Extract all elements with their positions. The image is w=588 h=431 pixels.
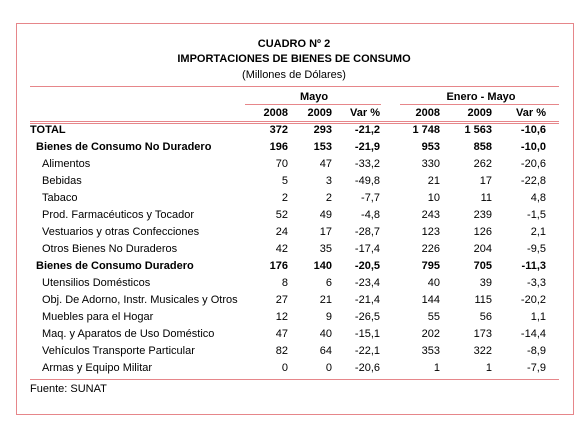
cell-janmay-var: 2,1 bbox=[530, 226, 546, 238]
cell-may-2009: 140 bbox=[313, 260, 332, 272]
cell-janmay-var: 4,8 bbox=[530, 192, 546, 204]
table-row bbox=[0, 141, 588, 158]
cell-janmay-2009: 11 bbox=[480, 192, 492, 204]
cell-may-2009: 49 bbox=[319, 209, 332, 221]
cell-may-2009: 0 bbox=[325, 362, 332, 374]
col-header-janmay-var: Var % bbox=[516, 107, 546, 119]
cell-janmay-2008: 144 bbox=[421, 294, 440, 306]
row-label: Bienes de Consumo Duradero bbox=[36, 260, 194, 272]
cell-janmay-2008: 10 bbox=[427, 192, 440, 204]
cell-janmay-2009: 204 bbox=[473, 243, 492, 255]
cell-janmay-var: -3,3 bbox=[527, 277, 546, 289]
cell-janmay-2009: 1 bbox=[485, 362, 492, 374]
cell-janmay-var: -20,6 bbox=[520, 158, 546, 170]
cell-janmay-var: -9,5 bbox=[527, 243, 546, 255]
cell-may-2009: 64 bbox=[319, 345, 332, 357]
cell-may-var: -28,7 bbox=[354, 226, 380, 238]
cell-janmay-var: -14,4 bbox=[520, 328, 546, 340]
cell-janmay-var: -10,0 bbox=[520, 141, 546, 153]
row-label: Alimentos bbox=[42, 158, 91, 170]
cell-janmay-2008: 330 bbox=[421, 158, 440, 170]
cell-may-var: -20,6 bbox=[354, 362, 380, 374]
cell-may-2008: 176 bbox=[269, 260, 288, 272]
table-row bbox=[0, 311, 588, 328]
cell-janmay-2009: 173 bbox=[473, 328, 492, 340]
table-row bbox=[0, 243, 588, 260]
top-rule bbox=[30, 86, 559, 87]
table-row bbox=[0, 158, 588, 175]
col-header-may-var: Var % bbox=[350, 107, 380, 119]
cell-janmay-2009: 239 bbox=[473, 209, 492, 221]
cell-janmay-var: -1,5 bbox=[527, 209, 546, 221]
cell-may-var: -21,4 bbox=[354, 294, 380, 306]
group-rule-may bbox=[245, 104, 381, 105]
cell-janmay-2009: 126 bbox=[473, 226, 492, 238]
table-row bbox=[0, 226, 588, 243]
cell-janmay-2008: 795 bbox=[421, 260, 440, 272]
cell-may-var: -17,4 bbox=[354, 243, 380, 255]
cell-may-2008: 5 bbox=[281, 175, 288, 187]
cell-may-var: -23,4 bbox=[354, 277, 380, 289]
cell-may-2009: 3 bbox=[325, 175, 332, 187]
row-label: Muebles para el Hogar bbox=[42, 311, 154, 323]
col-header-may-2008: 2008 bbox=[263, 107, 288, 119]
table-number: CUADRO Nº 2 bbox=[257, 38, 331, 50]
cell-janmay-2009: 858 bbox=[473, 141, 492, 153]
cell-may-var: -33,2 bbox=[354, 158, 380, 170]
group-rule-jan-may bbox=[400, 104, 559, 105]
cell-may-var: -22,1 bbox=[354, 345, 380, 357]
cell-may-var: -20,5 bbox=[354, 260, 380, 272]
cell-janmay-var: -10,6 bbox=[520, 124, 546, 136]
row-label: Prod. Farmacéuticos y Tocador bbox=[42, 209, 195, 221]
row-label: Otros Bienes No Duraderos bbox=[42, 243, 178, 255]
cell-may-2008: 0 bbox=[281, 362, 288, 374]
table-title: IMPORTACIONES DE BIENES DE CONSUMO bbox=[177, 53, 411, 65]
cell-janmay-2009: 1 563 bbox=[464, 124, 492, 136]
group-header-may: Mayo bbox=[299, 91, 329, 103]
cell-janmay-2008: 1 bbox=[433, 362, 440, 374]
row-label: Tabaco bbox=[42, 192, 78, 204]
cell-may-2009: 35 bbox=[319, 243, 332, 255]
table-row bbox=[0, 328, 588, 345]
cell-may-2008: 52 bbox=[275, 209, 288, 221]
row-label: Utensilios Domésticos bbox=[42, 277, 151, 289]
row-label: Vehículos Transporte Particular bbox=[42, 345, 195, 357]
bottom-rule bbox=[30, 379, 559, 380]
cell-may-2008: 42 bbox=[275, 243, 288, 255]
cell-may-2008: 372 bbox=[269, 124, 288, 136]
cell-may-2008: 2 bbox=[281, 192, 288, 204]
cell-janmay-2008: 1 748 bbox=[412, 124, 440, 136]
row-label: Bienes de Consumo No Duradero bbox=[36, 141, 212, 153]
cell-janmay-var: 1,1 bbox=[530, 311, 546, 323]
row-label: Armas y Equipo Militar bbox=[42, 362, 153, 374]
cell-may-var: -49,8 bbox=[354, 175, 380, 187]
cell-may-2009: 21 bbox=[319, 294, 332, 306]
cell-may-2009: 9 bbox=[325, 311, 332, 323]
cell-may-2008: 82 bbox=[275, 345, 288, 357]
cell-may-2009: 6 bbox=[325, 277, 332, 289]
table-row bbox=[0, 362, 588, 379]
table-row bbox=[0, 124, 588, 141]
table-row bbox=[0, 277, 588, 294]
cell-may-2009: 2 bbox=[325, 192, 332, 204]
cell-janmay-var: -7,9 bbox=[527, 362, 546, 374]
table-row bbox=[0, 192, 588, 209]
cell-janmay-2008: 21 bbox=[427, 175, 440, 187]
cell-may-2009: 153 bbox=[313, 141, 332, 153]
cell-janmay-2008: 202 bbox=[421, 328, 440, 340]
cell-janmay-var: -20,2 bbox=[520, 294, 546, 306]
cell-may-var: -21,9 bbox=[354, 141, 380, 153]
cell-janmay-var: -8,9 bbox=[527, 345, 546, 357]
cell-may-2008: 27 bbox=[275, 294, 288, 306]
cell-may-2008: 70 bbox=[275, 158, 288, 170]
col-header-may-2009: 2009 bbox=[307, 107, 332, 119]
cell-janmay-2008: 226 bbox=[421, 243, 440, 255]
row-label: TOTAL bbox=[30, 124, 66, 136]
cell-may-2008: 24 bbox=[275, 226, 288, 238]
cell-janmay-2009: 56 bbox=[479, 311, 492, 323]
cell-janmay-var: -11,3 bbox=[521, 260, 546, 272]
cell-janmay-2009: 322 bbox=[473, 345, 492, 357]
col-header-janmay-2009: 2009 bbox=[467, 107, 492, 119]
header-rule-upper bbox=[30, 121, 559, 122]
cell-may-2009: 17 bbox=[319, 226, 332, 238]
cell-janmay-2008: 55 bbox=[427, 311, 440, 323]
cell-janmay-2009: 39 bbox=[479, 277, 492, 289]
cell-janmay-2008: 353 bbox=[421, 345, 440, 357]
group-header-jan-may: Enero - Mayo bbox=[446, 91, 516, 103]
table-row bbox=[0, 294, 588, 311]
table-row bbox=[0, 209, 588, 226]
cell-may-2009: 40 bbox=[319, 328, 332, 340]
row-label: Vestuarios y otras Confecciones bbox=[42, 226, 200, 238]
cell-may-var: -26,5 bbox=[354, 311, 380, 323]
row-label: Bebidas bbox=[42, 175, 82, 187]
source-note: Fuente: SUNAT bbox=[30, 383, 107, 395]
row-label: Maq. y Aparatos de Uso Doméstico bbox=[42, 328, 215, 340]
cell-may-2009: 47 bbox=[319, 158, 332, 170]
cell-may-var: -4,8 bbox=[361, 209, 380, 221]
cell-janmay-2008: 40 bbox=[427, 277, 440, 289]
cell-may-2008: 12 bbox=[275, 311, 288, 323]
table-row bbox=[0, 345, 588, 362]
cell-may-var: -7,7 bbox=[361, 192, 380, 204]
cell-may-2008: 196 bbox=[269, 141, 288, 153]
cell-janmay-2008: 123 bbox=[421, 226, 440, 238]
cell-may-2008: 8 bbox=[281, 277, 288, 289]
cell-janmay-2009: 115 bbox=[474, 294, 492, 306]
cell-janmay-2009: 17 bbox=[479, 175, 492, 187]
cell-may-2009: 293 bbox=[313, 124, 332, 136]
table-row bbox=[0, 175, 588, 192]
cell-janmay-2008: 953 bbox=[421, 141, 440, 153]
cell-may-var: -21,2 bbox=[354, 124, 380, 136]
cell-janmay-2009: 262 bbox=[473, 158, 492, 170]
table-units: (Millones de Dólares) bbox=[242, 69, 346, 81]
table-row bbox=[0, 260, 588, 277]
cell-may-var: -15,1 bbox=[354, 328, 380, 340]
cell-janmay-2009: 705 bbox=[473, 260, 492, 272]
cell-janmay-2008: 243 bbox=[421, 209, 440, 221]
cell-janmay-var: -22,8 bbox=[520, 175, 546, 187]
row-label: Obj. De Adorno, Instr. Musicales y Otros bbox=[42, 294, 238, 306]
col-header-janmay-2008: 2008 bbox=[415, 107, 440, 119]
cell-may-2008: 47 bbox=[275, 328, 288, 340]
